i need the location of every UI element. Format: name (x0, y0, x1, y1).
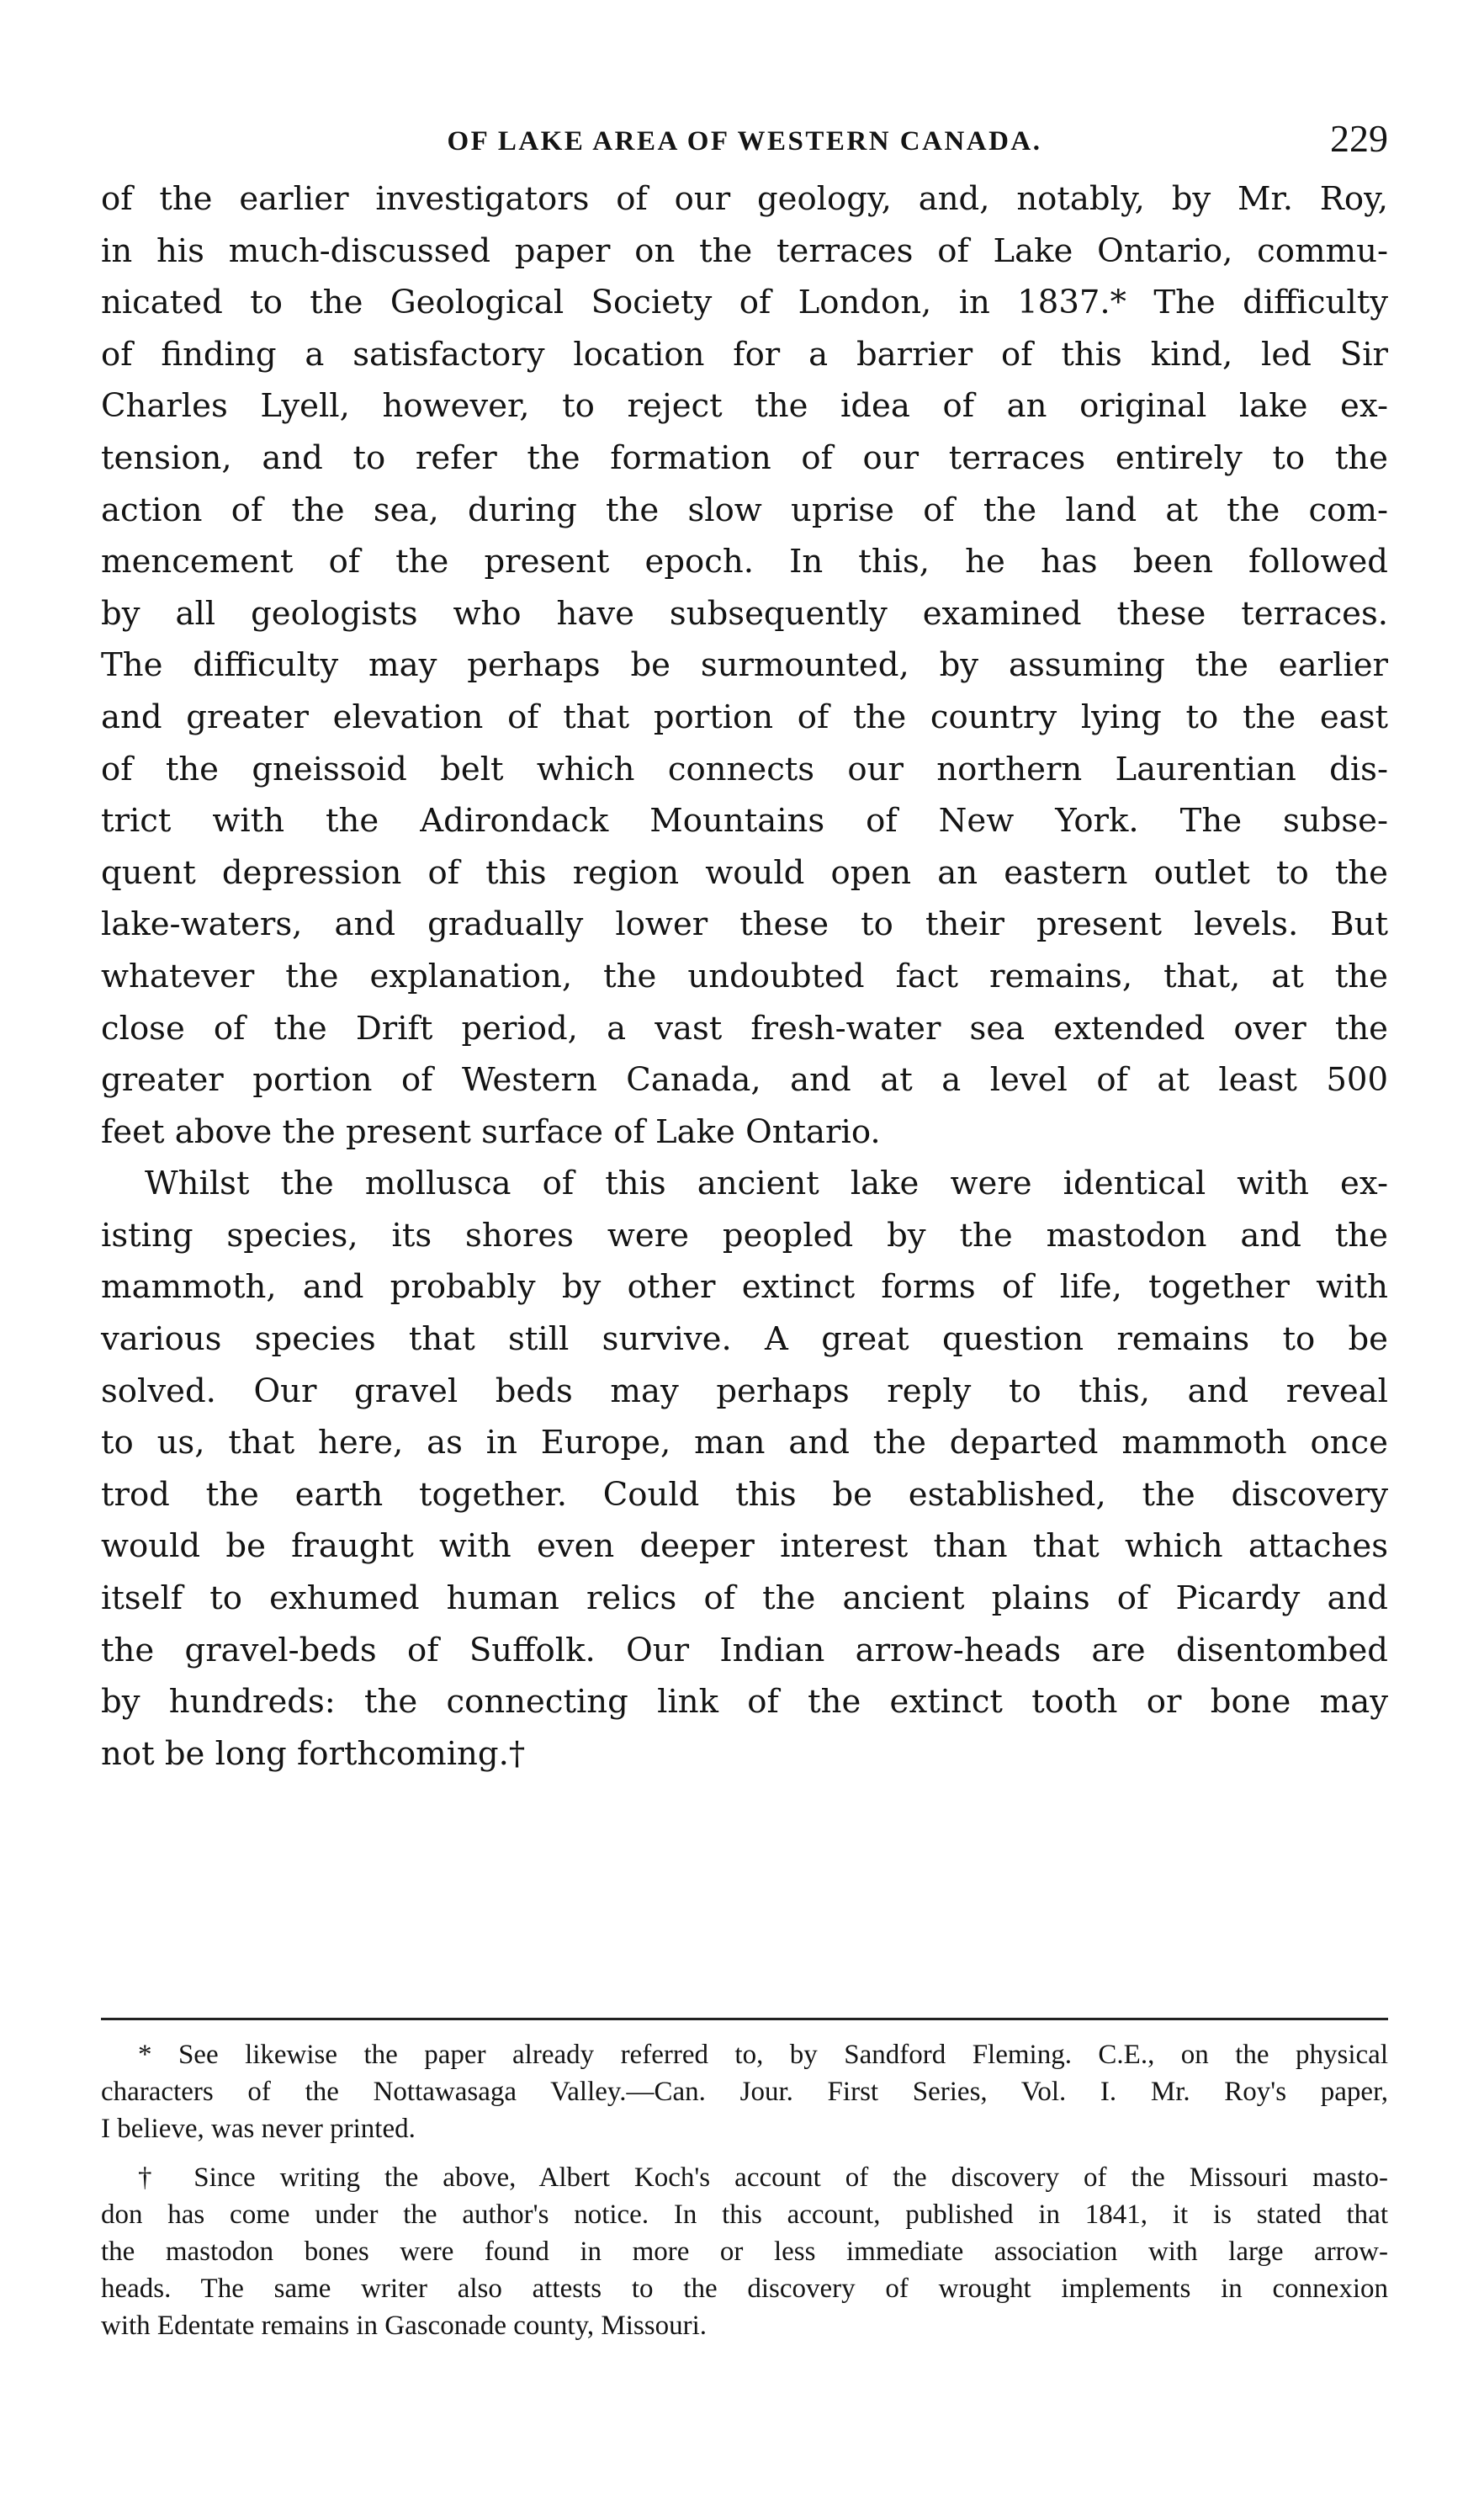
text-line: by hundreds: the connecting link of the extinct tooth or bone may (101, 1683, 1388, 1722)
text-line: Whilst the mollusca of this ancient lake were identical with ex- (145, 1165, 1388, 1203)
text-line: lake-waters, and gradually lower these to their present levels. But (101, 905, 1388, 944)
page-number: 229 (1330, 117, 1388, 160)
paragraph-1 (101, 173, 1388, 1158)
text-line: mencement of the present epoch. In this, he has been followed (101, 543, 1388, 581)
text-line: of finding a satisfactory location for a barrier of this kind, led Sir (101, 335, 1388, 374)
text-line: greater portion of Western Canada, and at a level of at least 500 (101, 1061, 1388, 1100)
text-line: trod the earth together. Could this be established, the discovery (101, 1475, 1388, 1514)
footnote-line: don has come under the author's notice. In this account, published in 1841, it is stated that (101, 2199, 1388, 2230)
footnote-1 (101, 2036, 1388, 2147)
text-line: solved. Our gravel beds may perhaps reply to this, and reveal (101, 1372, 1388, 1410)
text-line: would be fraught with even deeper interest than that which attaches (101, 1527, 1388, 1566)
text-line: of the earlier investigators of our geology, and, notably, by Mr. Roy, (101, 180, 1388, 218)
text-line: Charles Lyell, however, to reject the idea of an original lake ex- (101, 387, 1388, 426)
text-line: mammoth, and probably by other extinct forms of life, together with (101, 1268, 1388, 1307)
text-line: quent depression of this region would open an eastern outlet to the (101, 853, 1388, 892)
text-line: not be long forthcoming.† (101, 1734, 526, 1773)
text-line: tension, and to refer the formation of our terraces entirely to the (101, 438, 1388, 477)
body-text (101, 173, 1388, 1780)
text-line: various species that still survive. A great question remains to be (101, 1320, 1388, 1359)
footnote-line: with Edentate remains in Gasconade county, Missouri. (101, 2311, 708, 2341)
text-line: itself to exhumed human relics of the ancient plains of Picardy and (101, 1579, 1388, 1618)
text-line: feet above the present surface of Lake Ontario. (101, 1112, 881, 1151)
footnote-line: I believe, was never printed. (101, 2114, 416, 2144)
footnote-line: characters of the Nottawasaga Valley.—Can. Jour. First Series, Vol. I. Mr. Roy's paper, (101, 2077, 1388, 2107)
footnotes (101, 2036, 1388, 2344)
text-line: and greater elevation of that portion of the country lying to the east (101, 698, 1388, 736)
text-line: to us, that here, as in Europe, man and the departed mammoth once (101, 1424, 1388, 1462)
text-line: in his much-discussed paper on the terraces of Lake Ontario, commu- (101, 231, 1388, 270)
text-line: close of the Drift period, a vast fresh-water sea extended over the (101, 1009, 1388, 1048)
text-line: The difficulty may perhaps be surmounted, by assuming the earlier (101, 646, 1388, 685)
footnote-line: the mastodon bones were found in more or less immediate association with large arrow- (101, 2237, 1388, 2267)
footnote-line: heads. The same writer also attests to the discovery of wrought implements in connexion (101, 2274, 1388, 2304)
text-line: isting species, its shores were peopled by the mastodon and the (101, 1216, 1388, 1255)
footnote-rule (101, 2018, 1388, 2020)
text-line: the gravel-beds of Suffolk. Our Indian arrow-heads are disentombed (101, 1631, 1388, 1669)
text-line: action of the sea, during the slow uprise of the land at the com- (101, 491, 1388, 529)
footnote-line: * See likewise the paper already referred to, by Sandford Fleming. C.E., on the physical (138, 2040, 1388, 2070)
footnote-line: † Since writing the above, Albert Koch's account of the discovery of the Missouri masto- (138, 2162, 1388, 2193)
footnote-2 (101, 2159, 1388, 2344)
text-line: by all geologists who have subsequently examined these terraces. (101, 594, 1388, 633)
text-line: whatever the explanation, the undoubted fact remains, that, at the (101, 957, 1388, 995)
text-line: nicated to the Geological Society of London, in 1837.* The difficulty (101, 284, 1388, 322)
running-title: OF LAKE AREA OF WESTERN CANADA. (447, 126, 1042, 157)
paragraph-2 (101, 1158, 1388, 1780)
text-line: trict with the Adirondack Mountains of New York. The subse- (101, 802, 1388, 841)
text-line: of the gneissoid belt which connects our northern Laurentian dis- (101, 750, 1388, 788)
running-head (101, 118, 1388, 177)
